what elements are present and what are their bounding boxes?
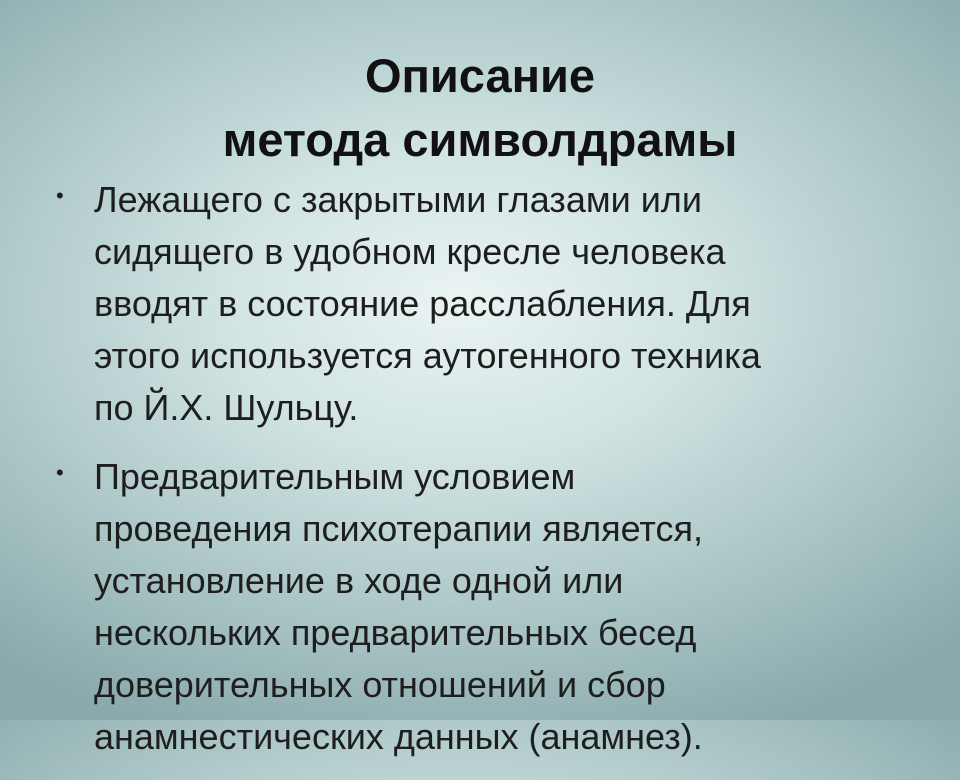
bullet-line: анамнестических данных (анамнез). bbox=[94, 716, 703, 757]
bullet-line: установление в ходе одной или bbox=[94, 560, 624, 601]
bullet-line: Предварительным условием bbox=[94, 456, 576, 497]
bullet-item bbox=[56, 451, 936, 763]
slide-title-line-1: Описание bbox=[364, 49, 596, 102]
bullet-line: этого используется аутогенного техника bbox=[94, 335, 761, 376]
bullet-line: сидящего в удобном кресле человека bbox=[94, 231, 726, 272]
bullet-line: по Й.Х. Шульцу. bbox=[94, 387, 359, 428]
slide-title bbox=[0, 44, 960, 172]
bullet-line: доверительных отношений и сбор bbox=[94, 664, 666, 705]
bullet-line: вводят в состояние расслабления. Для bbox=[94, 283, 751, 324]
bullet-dot-icon: • bbox=[56, 460, 64, 485]
bullet-dot-icon: • bbox=[56, 183, 64, 208]
bullet-list bbox=[56, 174, 936, 780]
bullet-line: Лежащего с закрытыми глазами или bbox=[94, 179, 702, 220]
slide-title-line-2: метода символдрамы bbox=[222, 113, 738, 166]
bullet-text bbox=[94, 174, 936, 434]
bullet-text bbox=[94, 451, 936, 763]
bullet-item bbox=[56, 174, 936, 434]
bullet-line: проведения психотерапии является, bbox=[94, 508, 703, 549]
bullet-line: нескольких предварительных бесед bbox=[94, 612, 697, 653]
